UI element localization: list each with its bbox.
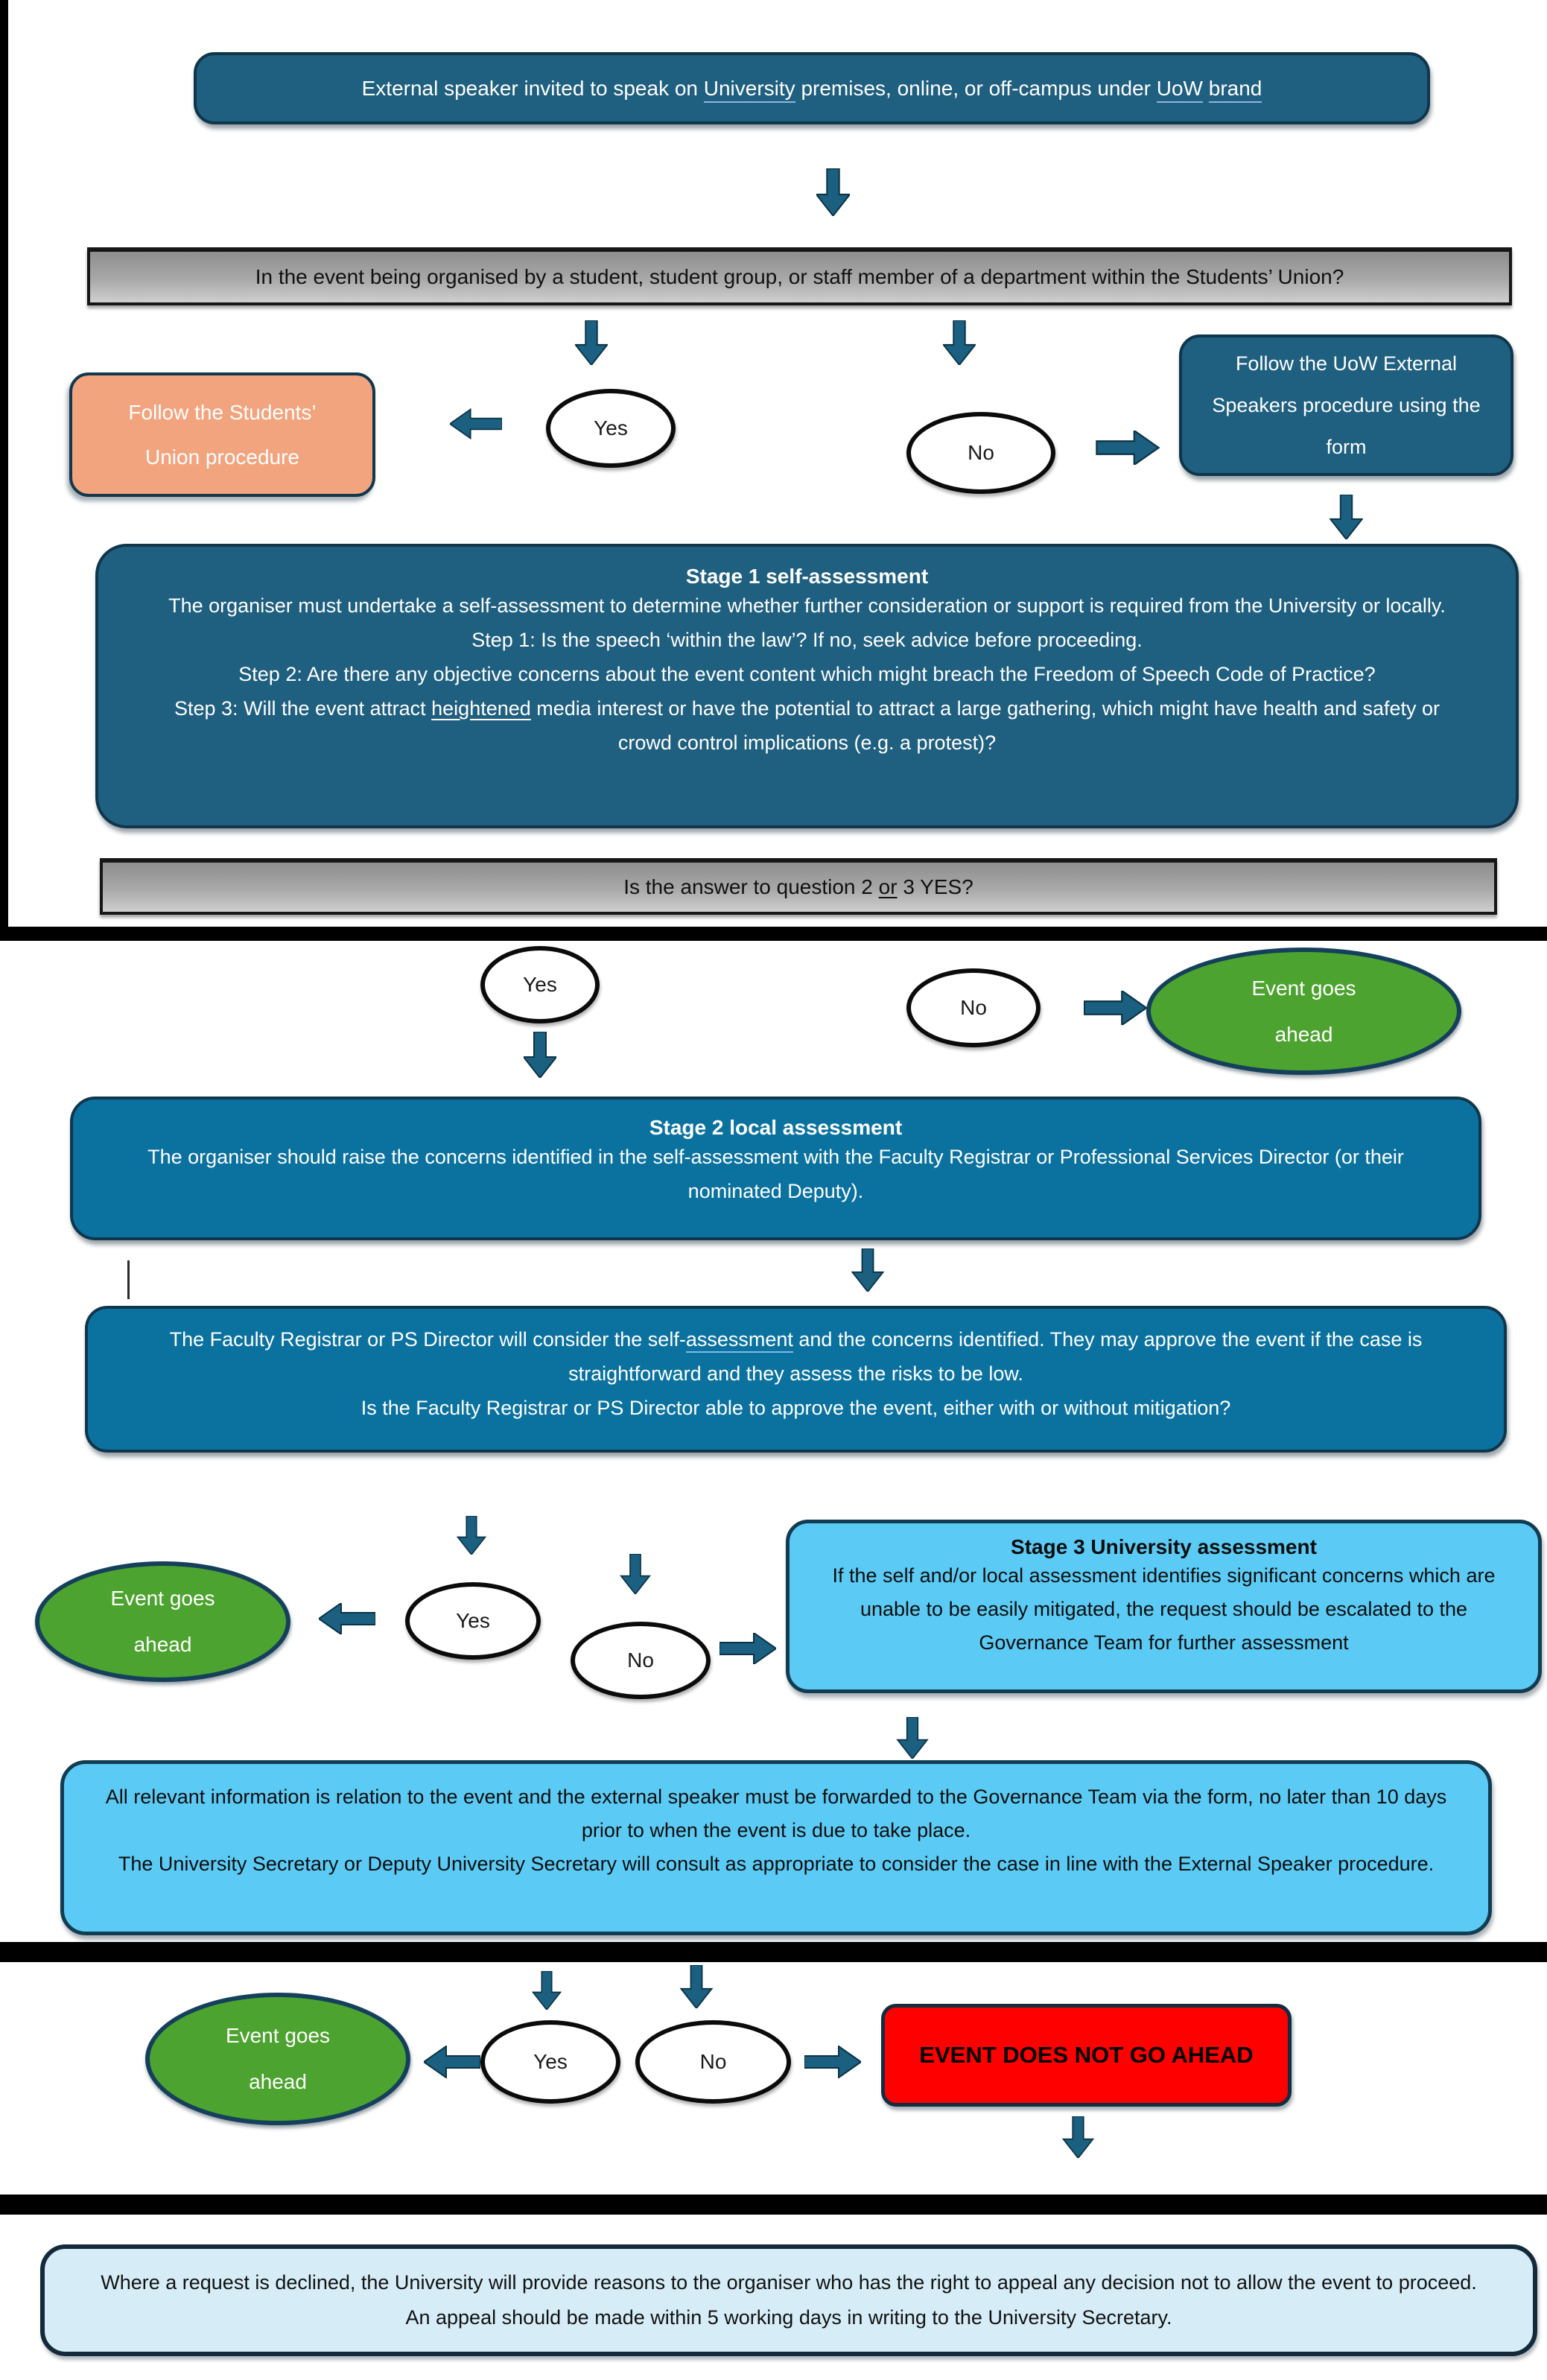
question23-text [623,875,973,899]
arrow-down-icon [943,320,976,365]
yes-ellipse [480,2020,620,2104]
start-text-mid: premises, online, or off-campus under [795,76,1157,100]
brand-link[interactable]: brand [1209,77,1262,103]
union-question-bar [87,247,1512,305]
arrow-down-icon [1330,495,1363,539]
stray-cursor-line [127,1260,130,1299]
governance-info-body [98,1780,1454,1881]
no-ellipse [906,412,1055,494]
arrow-down-icon [896,1717,929,1759]
union-question-text: In the event being organised by a student, student group, or staff member of a department within the Students’ Union? [255,265,1344,288]
stage3-title: Stage 3 University assessment [1011,1535,1317,1558]
event-ahead-line1: Event goes [225,2024,331,2047]
event-ahead-line2: ahead [1274,1022,1333,1046]
arrow-left-icon [424,2046,480,2078]
no-label: No [968,441,994,464]
event-ahead-line2: ahead [133,1633,192,1656]
stage1-step2: Step 2: Are there any objective concerns about the event content which might breach the Freedom of Speech Code of Practice? [238,663,1376,685]
arrow-left-icon [319,1603,375,1634]
appeal-text: Where a request is declined, the University will provide reasons to the organiser who has the right to appeal any decision not to allow the event to proceed. An appeal should be made within 5 working days in writing to the University Secretary. [101,2271,1477,2329]
arrow-down-icon [530,1971,563,2010]
start-text-pre: External speaker invited to speak on [361,76,704,100]
governance-info-paragraph1: All relevant information is relation to the event and the external speaker must be forwarded to the Governance Team via the form, no later than 10 days prior to when the event is due to take place. [105,1786,1447,1841]
yes-ellipse [405,1582,541,1660]
event-goes-ahead-ellipse [1146,948,1461,1075]
event-does-not-go-ahead-box [881,2004,1292,2107]
q23-or-underlined: or [878,875,898,898]
students-union-procedure-box [69,372,375,497]
arrow-left-icon [450,408,502,439]
uow-procedure-box [1179,334,1513,476]
q23-pre: Is the answer to question 2 [623,875,879,898]
faculty-p1-pre: The Faculty Registrar or PS Director will consider the self- [169,1328,686,1351]
arrow-down-icon [816,168,850,216]
university-link[interactable]: University [704,77,795,103]
governance-info-paragraph2: The University Secretary or Deputy University Secretary will consult as appropriate to consider the case in line with the External Speaker procedure. [118,1853,1435,1875]
question23-bar [100,858,1497,915]
reject-text: EVENT DOES NOT GO AHEAD [919,2042,1254,2068]
faculty-decision-box [85,1306,1507,1453]
stage1-step3-post: media interest or have the potential to attract a large gathering, which might have health and safety or crowd control implications (e.g. a protest)? [530,697,1440,754]
section-divider-bar [0,1942,1547,1962]
su-procedure-line2: Union procedure [144,445,300,469]
left-border-bar [0,0,8,941]
event-goes-ahead-ellipse [35,1561,290,1682]
q23-post: 3 YES? [897,875,973,898]
event-ahead-line1: Event goes [1251,976,1356,1000]
no-label: No [627,1648,654,1672]
stage3-box [786,1520,1542,1693]
yes-label: Yes [456,1609,490,1632]
no-ellipse [906,968,1041,1047]
governance-info-box [60,1760,1492,1935]
stage1-step3 [150,691,1464,760]
event-ahead-line1: Event goes [110,1587,215,1610]
yes-label: Yes [594,416,628,439]
start-box [194,52,1430,124]
section-divider-bar [0,2195,1547,2215]
arrow-down-icon [619,1554,652,1594]
stage1-body [150,588,1464,760]
arrow-down-icon [575,320,608,365]
stage1-step3-underlined: heightened [431,697,531,720]
faculty-paragraph2: Is the Faculty Registrar or PS Director able to approve the event, either with or without mitigation? [360,1397,1231,1419]
stage3-paragraph: If the self and/or local assessment identifies significant concerns which are unable to be easily mitigated, the request should be escalated to the Governance Team for further assessment [832,1564,1496,1654]
event-ahead-line2: ahead [249,2070,307,2093]
stage2-box [70,1097,1481,1240]
arrow-down-icon [679,1965,714,2008]
stage1-title: Stage 1 self-assessment [685,565,929,588]
arrow-right-icon [1084,991,1147,1025]
arrow-down-icon [1061,2116,1096,2158]
yes-ellipse [546,389,676,468]
arrow-right-icon [804,2046,861,2078]
arrow-right-icon [720,1633,776,1664]
yes-label: Yes [533,2050,568,2073]
stage1-box [95,544,1519,828]
arrow-down-icon [851,1248,884,1292]
no-ellipse [635,2020,791,2104]
appeal-box [40,2244,1537,2356]
faculty-p1-post: and the concerns identified. They may approve the event if the case is straightforward and they assess the risks to be low. [568,1328,1423,1385]
section-divider-bar [0,927,1547,941]
stage1-step3-pre: Step 3: Will the event attract [174,697,432,720]
uow-procedure-text: Follow the UoW External Speakers procedure using the form [1212,352,1481,458]
stage2-title: Stage 2 local assessment [649,1116,903,1139]
stage1-paragraph: The organiser must undertake a self-assessment to determine whether further consideration or support is required from the University or locally. [168,594,1446,617]
faculty-paragraph1 [130,1322,1462,1391]
start-text [362,77,1262,101]
arrow-down-icon [455,1516,488,1555]
arrow-right-icon [1095,431,1160,465]
event-goes-ahead-ellipse [145,1993,410,2125]
arrow-down-icon [524,1032,556,1078]
no-label: No [699,2050,727,2073]
stage2-body [118,1140,1434,1208]
no-ellipse [571,1622,711,1699]
yes-ellipse [480,946,600,1024]
no-label: No [960,996,987,1019]
uow-link[interactable]: UoW [1157,77,1203,103]
stage3-body [815,1559,1513,1660]
yes-label: Yes [523,973,557,996]
stage2-paragraph: The organiser should raise the concerns identified in the self-assessment with the Faculty Registrar or Professional Services Director (or their nominated Deputy). [147,1146,1404,1202]
faculty-body [130,1322,1462,1425]
su-procedure-line1: Follow the Students’ [128,400,317,424]
stage1-step1: Step 1: Is the speech ‘within the law’? If no, seek advice before proceeding. [471,629,1143,651]
faculty-p1-underlined: assessment [686,1328,793,1353]
